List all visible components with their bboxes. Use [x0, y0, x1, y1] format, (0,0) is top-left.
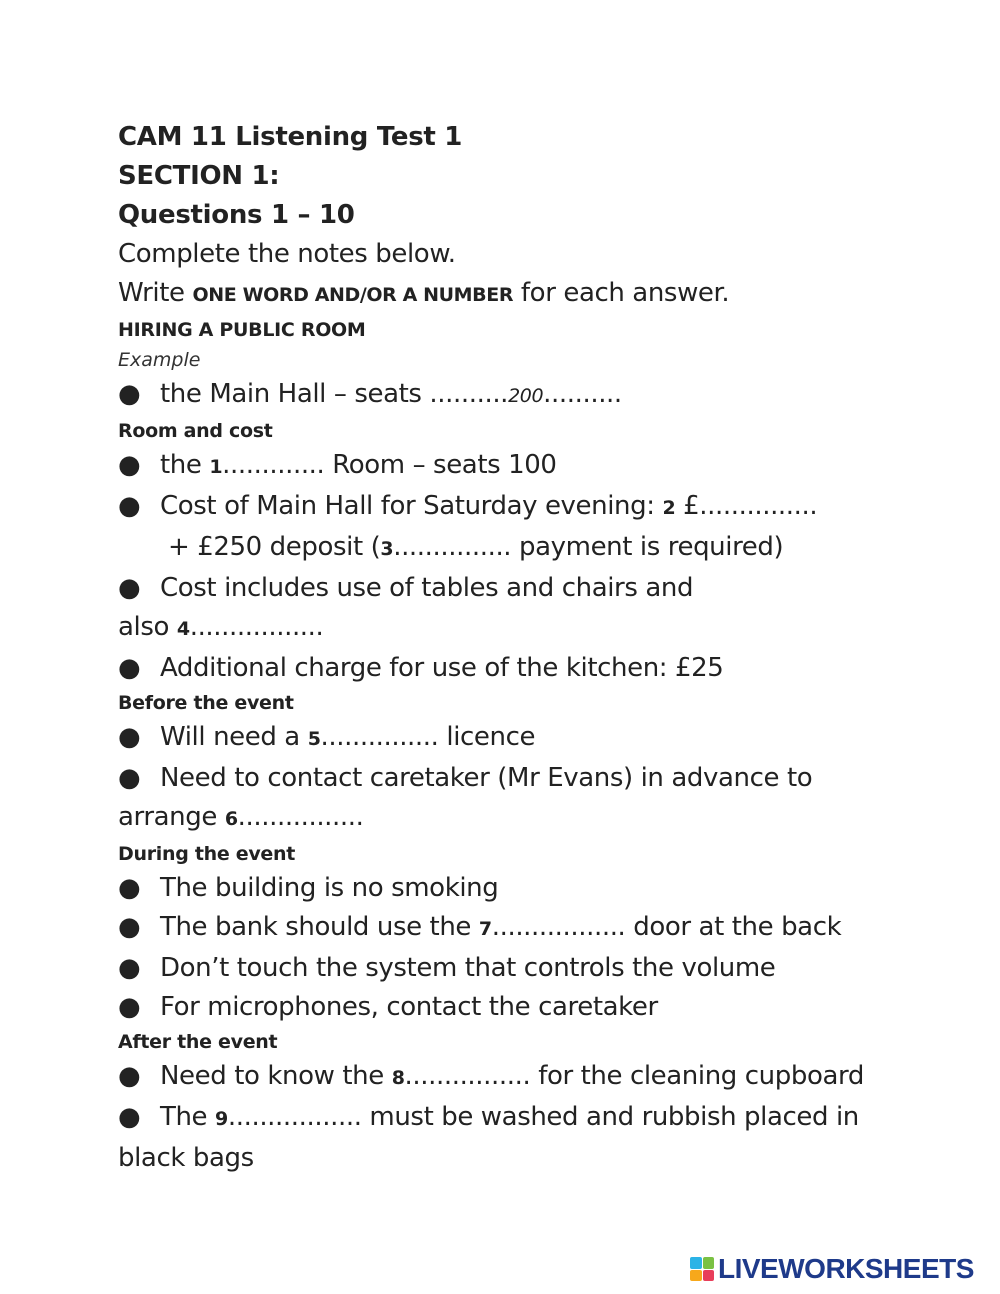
question-8: ● Need to know the 8................ for the cleaning cupboard [118, 1057, 948, 1098]
bullet-icon: ● [118, 953, 141, 983]
instruction-write: Write ONE WORD AND/OR A NUMBER for each answer. [118, 278, 730, 308]
question-4-line1: ● Cost includes use of tables and chairs and [118, 569, 948, 608]
doc-title: CAM 11 Listening Test 1 [118, 122, 463, 152]
question-2: ● Cost of Main Hall for Saturday evening: 2 £............... [118, 487, 948, 528]
kitchen-charge: ● Additional charge for use of the kitchen: £25 [118, 649, 948, 688]
questions-range: Questions 1 – 10 [118, 200, 355, 230]
notes-heading: HIRING A PUBLIC ROOM [118, 319, 366, 341]
question-6-line1: ● Need to contact caretaker (Mr Evans) in advance to [118, 759, 948, 798]
bullet-icon: ● [118, 992, 141, 1022]
question-6-line2: arrange 6................ [118, 802, 364, 832]
logo-text: LIVEWORKSHEETS [718, 1253, 974, 1284]
bullet-icon: ● [118, 379, 141, 409]
worksheet-content [118, 118, 948, 1178]
logo-square-icon [690, 1270, 702, 1282]
question-5: ● Will need a 5............... licence [118, 718, 948, 759]
question-9-line1: ● The 9................. must be washed and rubbish placed in [118, 1098, 948, 1139]
bullet-icon: ● [118, 912, 141, 942]
bullet-icon: ● [118, 450, 141, 480]
bullet-icon: ● [118, 1061, 141, 1091]
logo-square-icon [690, 1257, 702, 1269]
question-7: ● The bank should use the 7................. door at the back [118, 908, 948, 949]
subheading-before-event: Before the event [118, 692, 294, 714]
no-smoking-note: ● The building is no smoking [118, 869, 948, 908]
bullet-icon: ● [118, 653, 141, 683]
microphone-note: ● For microphones, contact the caretaker [118, 988, 948, 1027]
subheading-during-event: During the event [118, 843, 295, 865]
bullet-icon: ● [118, 873, 141, 903]
bullet-icon: ● [118, 491, 141, 521]
logo-square-icon [703, 1270, 715, 1282]
instruction-complete: Complete the notes below. [118, 239, 456, 269]
example-item: ● the Main Hall – seats ..........200.......... [118, 375, 948, 416]
question-9-line2: black bags [118, 1143, 254, 1173]
bullet-icon: ● [118, 722, 141, 752]
example-label: Example [118, 349, 201, 371]
question-3: + £250 deposit (3............... payment is required) [168, 532, 784, 562]
volume-note: ● Don’t touch the system that controls the volume [118, 949, 948, 988]
bullet-icon: ● [118, 573, 141, 603]
section-title: SECTION 1: [118, 161, 280, 191]
bullet-icon: ● [118, 763, 141, 793]
question-1: ● the 1............. Room – seats 100 [118, 446, 948, 487]
subheading-after-event: After the event [118, 1031, 278, 1053]
liveworksheets-logo-icon [690, 1257, 714, 1281]
question-4-line2: also 4................. [118, 612, 324, 642]
bullet-icon: ● [118, 1102, 141, 1132]
subheading-room-cost: Room and cost [118, 420, 273, 442]
liveworksheets-logo[interactable] [690, 1252, 974, 1286]
logo-square-icon [703, 1257, 715, 1269]
